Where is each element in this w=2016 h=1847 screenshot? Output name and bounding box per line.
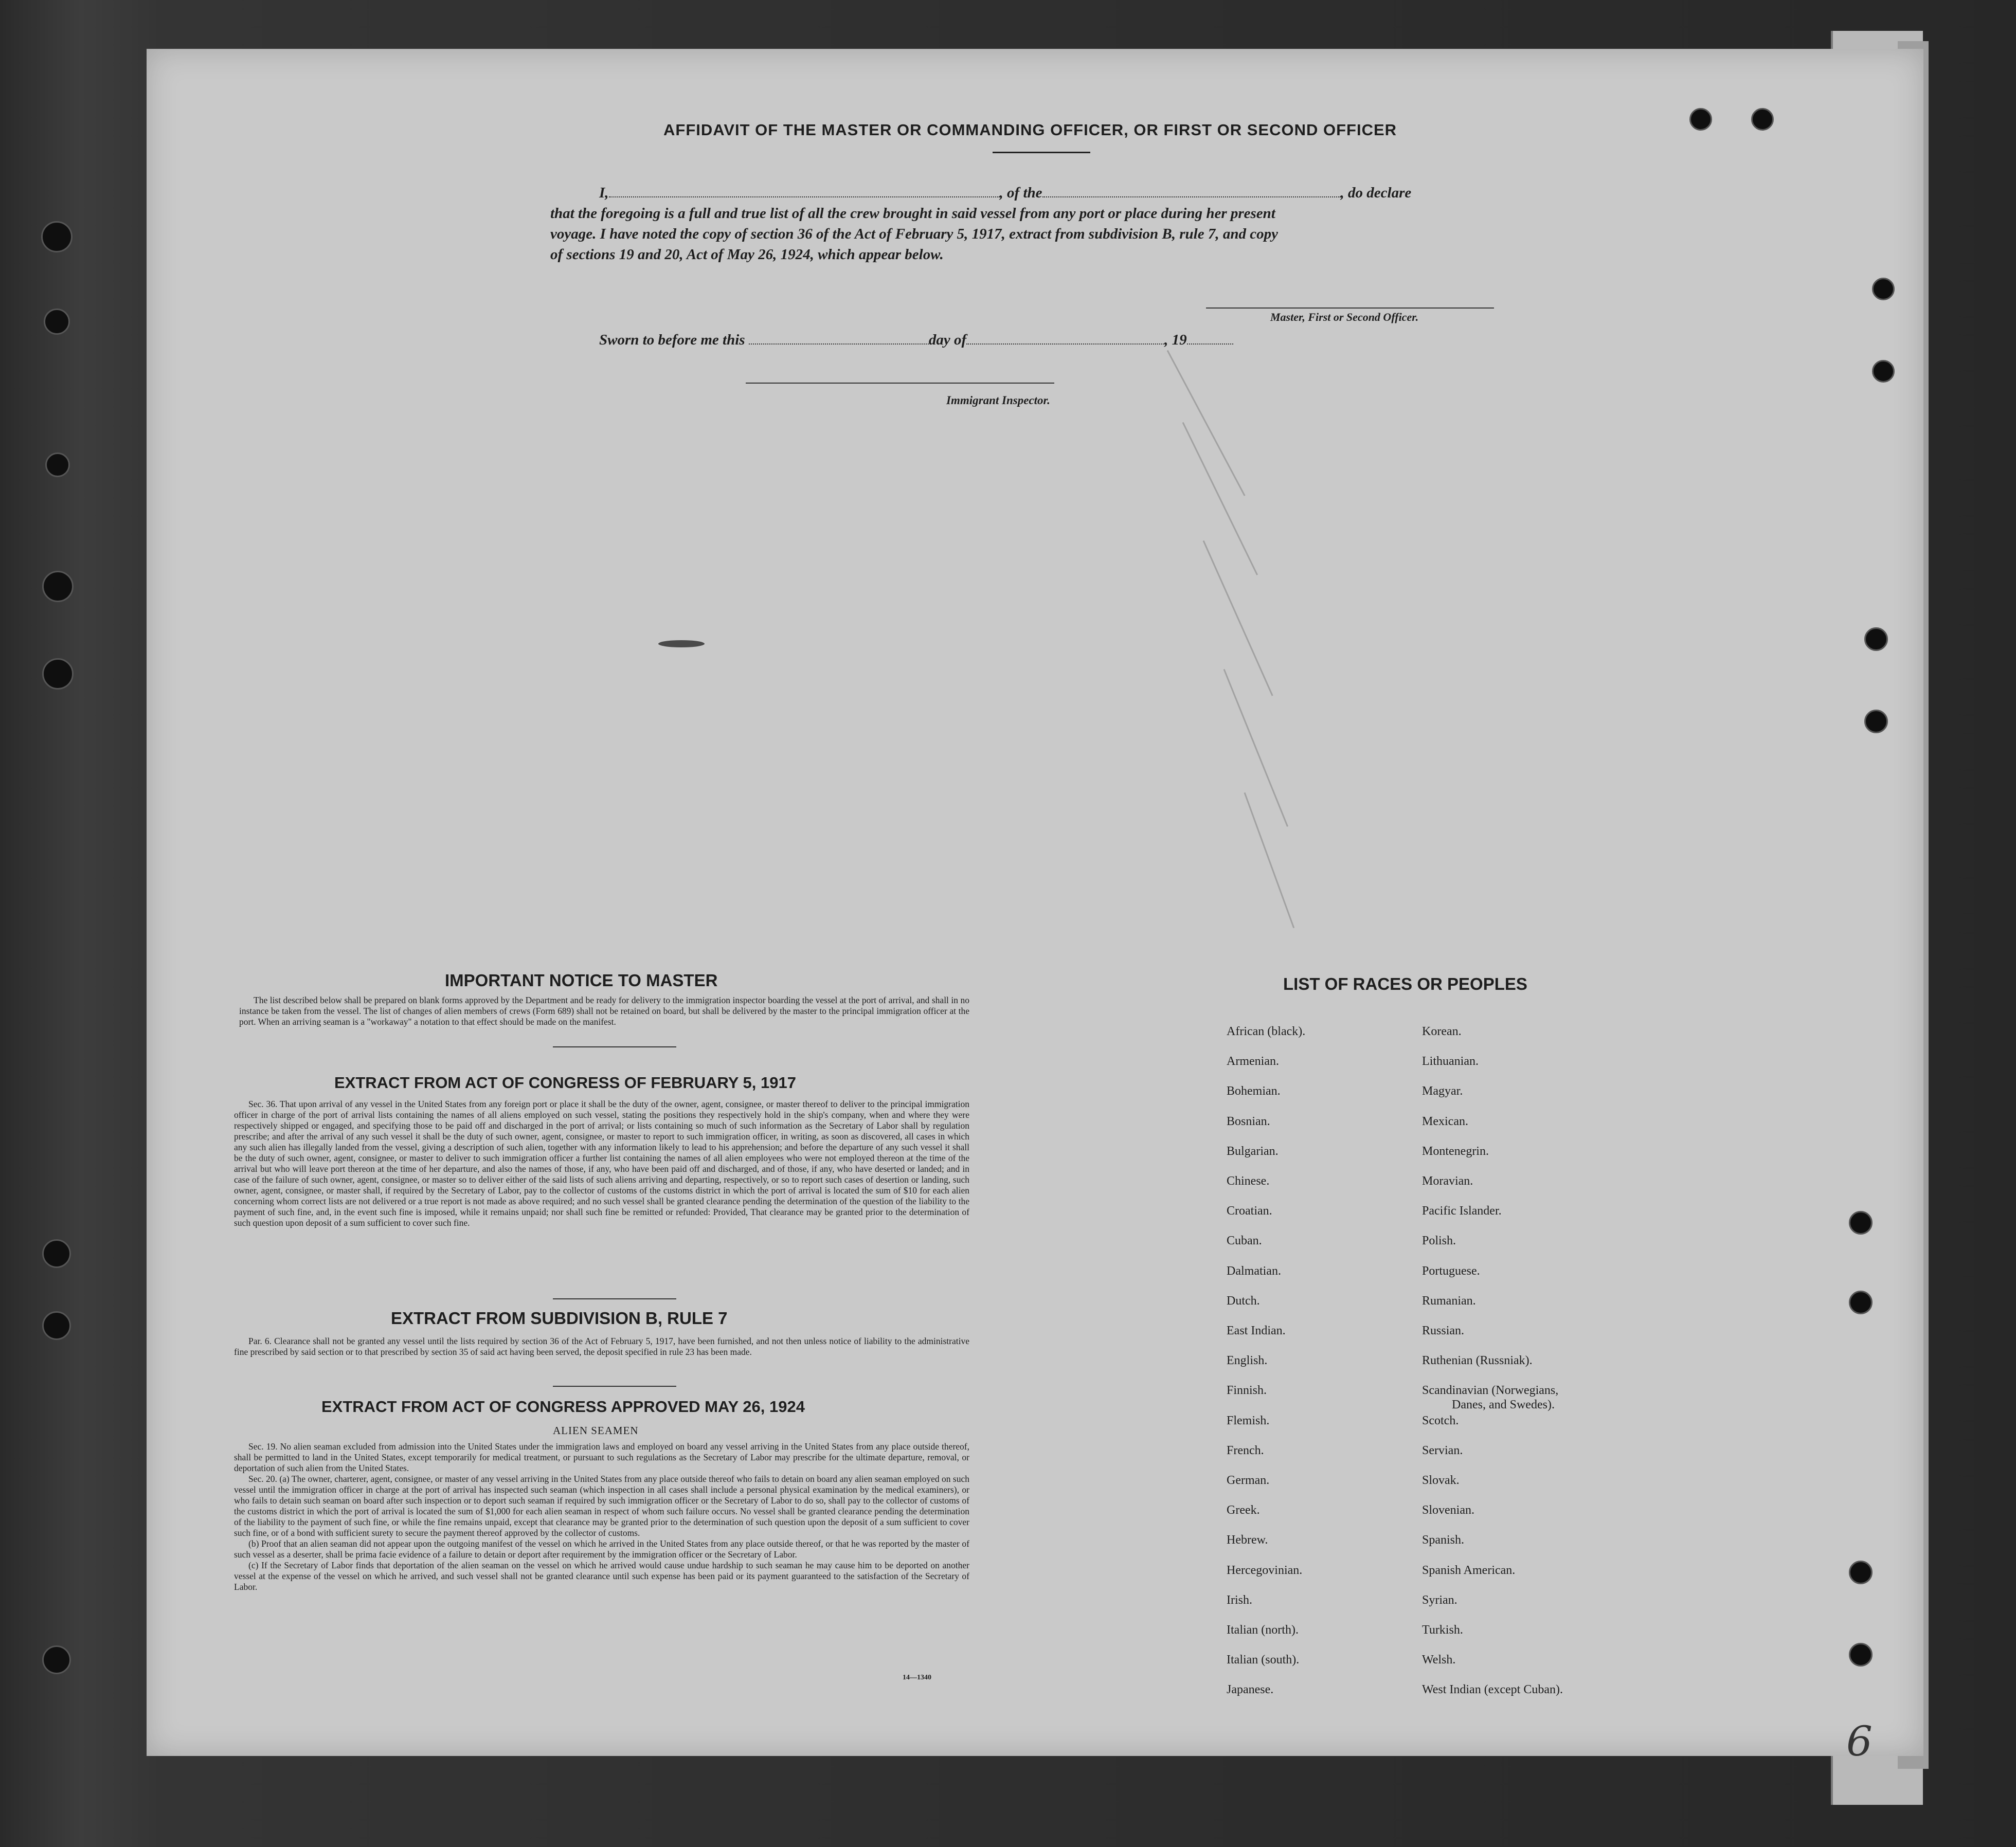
title-rule — [993, 152, 1090, 153]
races-title: LIST OF RACES OR PEOPLES — [1283, 974, 1527, 993]
race-item: Armenian. — [1227, 1055, 1279, 1069]
extract-1917-text — [234, 1099, 969, 1228]
punch-hole — [42, 658, 74, 690]
year-fill — [1187, 330, 1233, 345]
day-of-text: day of — [928, 332, 967, 348]
race-item: Spanish. — [1422, 1533, 1465, 1547]
race-item: Dalmatian. — [1227, 1264, 1281, 1278]
race-item: Bohemian. — [1227, 1084, 1281, 1098]
punch-hole — [1849, 1561, 1873, 1584]
i-prefix: I, — [599, 185, 609, 201]
race-item: Italian (south). — [1227, 1653, 1300, 1667]
race-item: English. — [1227, 1354, 1268, 1368]
race-item: Welsh. — [1422, 1653, 1456, 1667]
race-item: Slovenian. — [1422, 1504, 1474, 1517]
race-item: African (black). — [1227, 1025, 1306, 1038]
year-prefix: , 19 — [1164, 332, 1187, 348]
race-item: Scandinavian (Norwegians, — [1422, 1384, 1559, 1398]
punch-hole — [1872, 278, 1895, 300]
race-item: East Indian. — [1227, 1324, 1286, 1337]
race-item: Servian. — [1422, 1443, 1463, 1457]
race-item: Irish. — [1227, 1593, 1252, 1607]
race-item: Turkish. — [1422, 1623, 1463, 1637]
punch-hole — [1849, 1211, 1873, 1235]
race-item: French. — [1227, 1443, 1264, 1457]
race-item: Danes, and Swedes). — [1452, 1398, 1555, 1412]
punch-hole — [44, 309, 70, 335]
inspector-label: Immigrant Inspector. — [946, 394, 1050, 407]
rule7-text — [234, 1336, 969, 1357]
punch-hole — [42, 1645, 71, 1674]
race-item: Lithuanian. — [1422, 1055, 1479, 1069]
race-item: Cuban. — [1227, 1234, 1262, 1248]
extract-1924-text — [234, 1441, 969, 1592]
race-item: Italian (north). — [1227, 1623, 1299, 1637]
form-number: 14—1340 — [903, 1674, 931, 1681]
of-the-text: , of the — [999, 185, 1042, 201]
race-item: Korean. — [1422, 1025, 1462, 1038]
punch-hole — [42, 1311, 71, 1340]
sworn-line — [599, 330, 1233, 349]
divider — [553, 1046, 676, 1047]
race-item: Greek. — [1227, 1504, 1260, 1517]
inspector-line — [746, 383, 1054, 384]
declaration-line-4: of sections 19 and 20, Act of May 26, 1924, which appear below. — [550, 246, 944, 263]
sec-20a-paragraph: Sec. 20. (a) The owner, charterer, agent, consignee, or master of any vessel arriving in the United States from any place outside thereof who fails to detain on board any alien seaman employed on such vessel until the immigration officer in charge at the port of arrival has inspected such seaman (which inspection in all cases shall include a personal physical examination by the medical examiners), or who fails to detain such seaman on board after such inspection or to deport such seaman if required by such immigration officer or the Secretary of Labor to do so, shall pay to the collector of customs of the customs district in which the port of arrival is located the sum of $1,000 for each alien seaman in respect of whom such failure occurs. No vessel shall be granted clearance pending the determination of the liability to the payment of such fine, or while the fine remains unpaid, except that clearance may be granted prior to the determination of such question upon the deposit of a sum sufficient to cover such fine, or of a bond with sufficient surety to secure the payment thereof approved by the collector of customs. — [234, 1474, 969, 1538]
race-item: Syrian. — [1422, 1593, 1457, 1607]
rule7-title: EXTRACT FROM SUBDIVISION B, RULE 7 — [391, 1309, 728, 1328]
signature-label: Master, First or Second Officer. — [1270, 311, 1419, 323]
race-item: German. — [1227, 1474, 1270, 1487]
sec-20b-paragraph: (b) Proof that an alien seaman did not appear upon the outgoing manifest of the vessel on which he arrived in the United States from any place outside thereof, or that he was reported by the master of such vessel as a deserter, shall be prima facie evidence of a failure to detain or deport after requirement by the immigration officer or the Secretary of Labor. — [234, 1538, 969, 1560]
notice-title: IMPORTANT NOTICE TO MASTER — [445, 971, 718, 990]
name-fill-line — [609, 183, 1000, 197]
punch-hole — [42, 571, 74, 602]
notice-text — [239, 995, 969, 1027]
race-item: Hebrew. — [1227, 1533, 1268, 1547]
race-item: Spanish American. — [1422, 1563, 1516, 1577]
race-item: West Indian (except Cuban). — [1422, 1683, 1563, 1697]
sworn-prefix: Sworn to before me this — [599, 332, 745, 348]
race-item: Ruthenian (Russniak). — [1422, 1354, 1533, 1368]
notice-paragraph: The list described below shall be prepared on blank forms approved by the Department and be ready for delivery to the immigration inspector boarding the vessel at the port of arrival, and shall in no instance be taken from the vessel. The list of changes of alien members of crews (Form 689) shall not be retained on board, but shall be delivered by the master to the principal immigration officer at the port. When an arriving seaman is a "workaway" a notation to that effect should be made on the manifest. — [239, 995, 969, 1027]
race-item: Finnish. — [1227, 1384, 1267, 1398]
sec-20c-paragraph: (c) If the Secretary of Labor finds that deportation of the alien seaman on the vessel on which he arrived would cause undue hardship to such seaman he may cause him to be deported on another vessel at the expense of the vessel on which he arrived, and such vessel shall not be granted clearance until such expense has been paid or its payment guaranteed to the satisfaction of the Secretary of Labor. — [234, 1560, 969, 1592]
punch-hole — [1849, 1643, 1873, 1667]
sec-19-paragraph: Sec. 19. No alien seaman excluded from admission into the United States under the immigration laws and employed on board any vessel arriving in the United States from any place outside thereof, shall be permitted to land in the United States, except temporarily for medical treatment, or pursuant to such regulations as the Secretary of Labor may prescribe for the ultimate departure, removal, or deportation of such alien from the United States. — [234, 1441, 969, 1473]
extract-1924-title: EXTRACT FROM ACT OF CONGRESS APPROVED MAY 26, 1924 — [321, 1398, 805, 1416]
punch-hole — [1872, 360, 1895, 383]
signature-line — [1206, 307, 1494, 309]
race-item: Portuguese. — [1422, 1264, 1480, 1278]
race-item: Japanese. — [1227, 1683, 1274, 1697]
races-right-column — [1422, 1024, 1710, 1703]
punch-hole — [42, 1239, 71, 1268]
divider — [553, 1386, 676, 1387]
race-item: Pacific Islander. — [1422, 1204, 1502, 1218]
race-item: Rumanian. — [1422, 1294, 1476, 1308]
race-item: Flemish. — [1227, 1414, 1270, 1427]
declaration-line-1 — [550, 183, 1527, 203]
page-mark: 6 — [1846, 1717, 1873, 1765]
alien-seamen-subtitle: ALIEN SEAMEN — [553, 1424, 639, 1437]
divider — [553, 1298, 676, 1299]
punch-hole — [41, 221, 73, 252]
punch-hole — [1751, 108, 1774, 131]
race-item: Russian. — [1422, 1324, 1465, 1337]
race-item: Bosnian. — [1227, 1114, 1270, 1128]
race-item: Slovak. — [1422, 1474, 1460, 1487]
race-item: Montenegrin. — [1422, 1144, 1489, 1158]
par-6-paragraph: Par. 6. Clearance shall not be granted any vessel until the lists required by section 36 of the Act of February 5, 1917, have been furnished, and not then unless notice of liability to the administrative fine prescribed by said section or to that prescribed by section 35 of said act having been served, the deposit specified in rule 23 has been made. — [234, 1336, 969, 1357]
do-declare-text: , do declare — [1340, 185, 1412, 201]
race-item: Croatian. — [1227, 1204, 1272, 1218]
race-item: Bulgarian. — [1227, 1144, 1279, 1158]
punch-hole — [1849, 1291, 1873, 1314]
declaration-text — [550, 183, 1527, 265]
race-item: Moravian. — [1422, 1174, 1473, 1188]
punch-hole — [1864, 710, 1888, 733]
race-item: Dutch. — [1227, 1294, 1260, 1308]
section-36-paragraph: Sec. 36. That upon arrival of any vessel in the United States from any foreign port or place it shall be the duty of the owner, agent, consignee, or master thereof to deliver to the principal immigration officer in charge of the port of arrival lists containing the names of all aliens employed on such vessel, stating the positions they respectively hold in the ship's company, when and where they were respectively shipped or engaged, and specifying those to be paid off and discharged in the port of arrival; or lists containing so much of such information as the Secretary of Labor shall by regulation prescribe; and after the arrival of any such vessel it shall be the duty of such owner, agent, consignee, or master to report to such immigration officer, in writing, as soon as discovered, all cases in which any such alien has illegally landed from the vessel, giving a description of such alien, together with any information likely to lead to his apprehension; and before the departure of any such vessel it shall be the duty of such owner, agent, consignee, or master to deliver to such immigration officer a further list containing the names of all alien employees who were not employed thereon at the time of the arrival but who will leave port thereon at the time of her departure, and also the names of those, if any, who have been paid off and discharged, and of those, if any, who have deserted or landed; and in case of the failure of such owner, agent, consignee, or master so to deliver either of the said lists of such aliens arriving and departing, respectively, or so to report such cases of desertion or landing, such owner, agent, consignee, or master shall, if required by the Secretary of Labor, pay to the collector of customs of the customs district in which the port of arrival is located the sum of $10 for each alien concerning whom correct lists are not delivered or a true report is not made as above required; and no such vessel shall be granted clearance pending the determination of the question of the liability to the payment of such fine, and, in the event such fine is imposed, while it remains unpaid; nor shall such fine be remitted or refunded: Provided, That clearance may be granted prior to the determination of such question upon deposit of a sum sufficient to cover such fine. — [234, 1099, 969, 1228]
affidavit-title: AFFIDAVIT OF THE MASTER OR COMMANDING OFFICER, OR FIRST OR SECOND OFFICER — [663, 121, 1397, 139]
vessel-fill-line — [1042, 183, 1341, 197]
declaration-line-2: that the foregoing is a full and true list of all the crew brought in said vessel from any port or place during her present — [550, 205, 1275, 222]
ink-smudge — [658, 640, 705, 647]
punch-hole — [1689, 108, 1712, 131]
sworn-day-fill — [749, 330, 929, 345]
declaration-line-3: voyage. I have noted the copy of section 36 of the Act of February 5, 1917, extract from subdivision B, rule 7, and copy — [550, 226, 1278, 242]
race-item: Chinese. — [1227, 1174, 1270, 1188]
race-item: Magyar. — [1422, 1084, 1463, 1098]
race-item: Mexican. — [1422, 1114, 1468, 1128]
race-item: Scotch. — [1422, 1414, 1459, 1427]
month-fill — [966, 330, 1164, 345]
punch-hole — [1864, 627, 1888, 651]
extract-1917-title: EXTRACT FROM ACT OF CONGRESS OF FEBRUARY 5, 1917 — [334, 1074, 796, 1092]
punch-hole — [45, 452, 70, 477]
race-item: Hercegovinian. — [1227, 1563, 1303, 1577]
race-item: Polish. — [1422, 1234, 1456, 1248]
